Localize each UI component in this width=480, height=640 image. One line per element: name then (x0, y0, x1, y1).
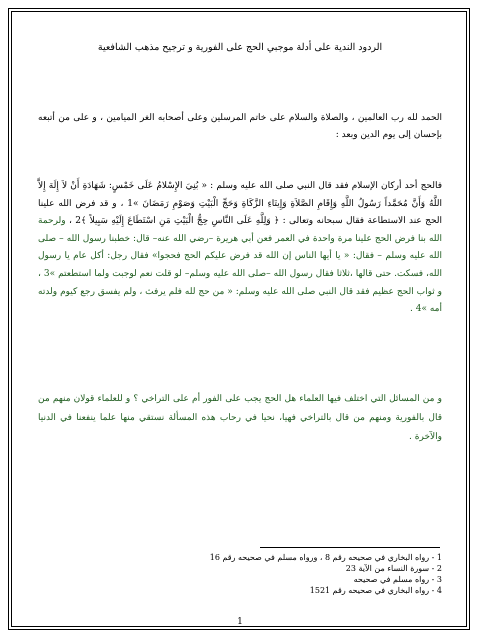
footnote-4: 4 - رواه البخاري في صحيحه رقم 1521 (309, 586, 442, 595)
footnote-separator (260, 547, 440, 548)
page-border-inner (11, 11, 467, 627)
page-number: 1 (237, 617, 243, 627)
question-paragraph: و من المسائل التي اختلف فيها العلماء هل الحج يجب على الفور أم على التراخي ؟ و للعلماء قولان منهم من قال بالفورية ومنهم من قال بالتراخي فهيا، نحيا في رحاب هذه المسألة نستقي منها علما ينفعنا في الدنيا والآخرة . (38, 394, 442, 442)
footnote-2: 2 - سورة النساء من الآية 23 (345, 564, 442, 573)
main-paragraph-part2: ولرحمة الله بنا فرض الحج علينا مرة واحدة في العمر فعن أبي هريرة –رضي الله عنه– قال: خطبنا رسول الله – صلى الله عليه وسلم – فقال: « يا أيها الناس إن الله قد فرض عليكم الحج فحجوا» فقال رجل: أكل عام يا رسول الله، فسكت. حتى قالها ،ثلاثا فقال رسول الله –صلى الله عليه وسلم– لو قلت نعم لوجبت ولما استطعتم »3 ، و ثواب الحج عظيم فقد قال النبي صلى الله عليه وسلم: « من حج لله فلم يرفث ، ولم يفسق رجع كيوم ولدته أمه »4 . (38, 216, 443, 315)
footnote-1: 1 - رواه البخاري في صحيحه رقم 8 ، ورواه مسلم في صحيحه رقم 16 (209, 553, 442, 562)
main-paragraph (38, 178, 442, 319)
main-paragraph-part1: فالحج أحد أركان الإسلام فقد قال النبي صلى الله عليه وسلم : « بُنِيَ الإِسْلامُ عَلَى خَمْسٍ: شَهَادَةِ أَنْ لاَ إِلَهَ إِلاَّ اللَّهُ وَأَنَّ مُحَمَّداً رَسُولُ اللَّهِ وَإِقَامِ الصَّلاَةِ وَإِيتَاءِ الزَّكَاةِ وَحَجِّ الْبَيْتِ وَصَوْمِ رَمَضَانَ »1 ، و قد فرض الله علينا الحج عند الاستطاعة فقال سبحانه وتعالى : ﴿ وَلِلَّهِ عَلَى النَّاسِ حِجُّ الْبَيْتِ مَنِ اسْتَطَاعَ إِلَيْهِ سَبِيلاً ﴾2 ، (38, 181, 442, 227)
footnote-3: 3 - رواه مسلم في صحيحه (353, 575, 442, 584)
document-title: الردود الندية على أدلة موجبي الحج على الفورية و ترجيح مذهب الشافعية (97, 42, 383, 53)
intro-paragraph: الحمد لله رب العالمين ، والصلاة والسلام على خاتم المرسلين وعلى أصحابه الغر الميامين ، و على من أتبعه بإحسان إلى يوم الدين وبعد : (38, 113, 442, 140)
footnotes (38, 552, 442, 596)
